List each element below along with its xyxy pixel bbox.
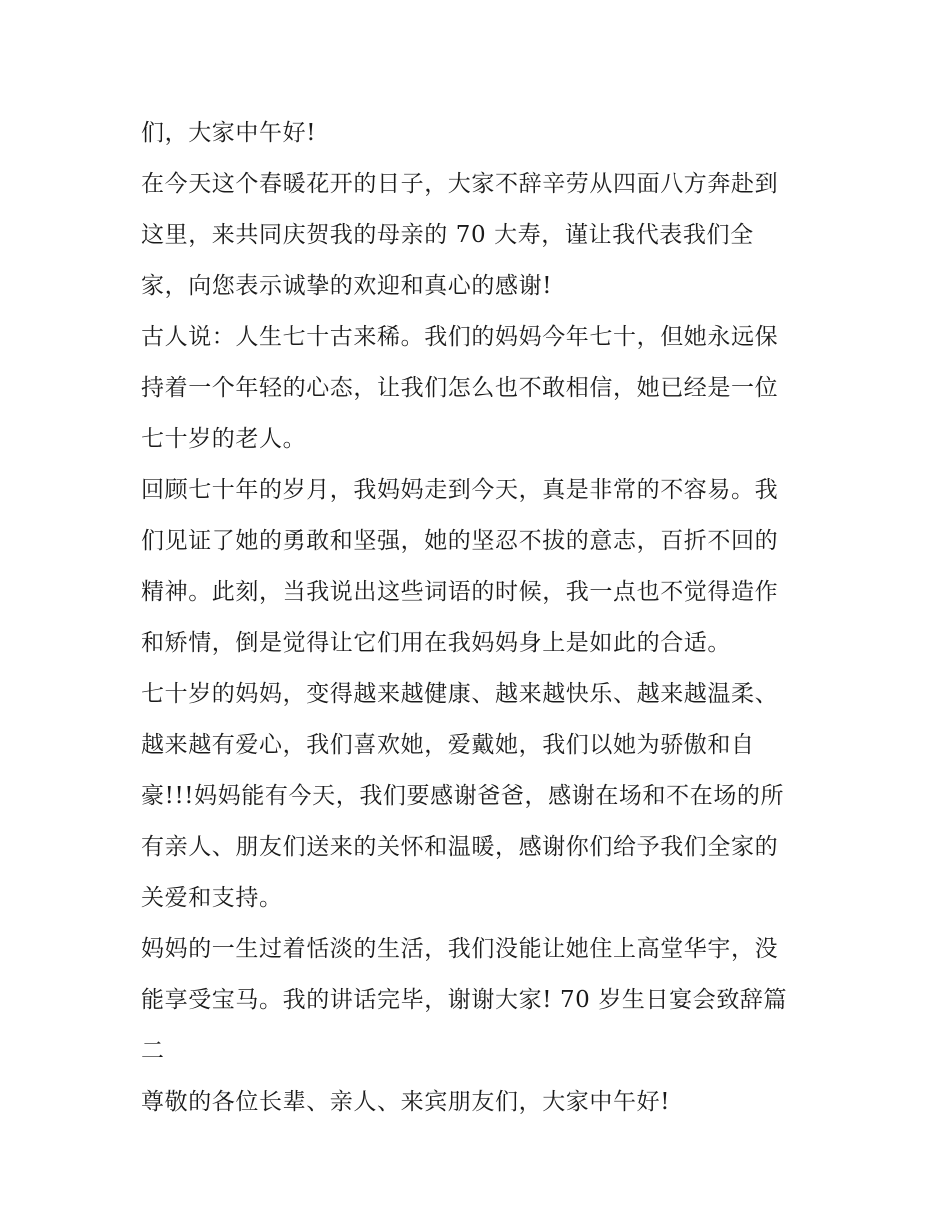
text-line: 能享受宝马。我的讲话完毕，谢谢大家! 70 岁生日宴会致辞篇 bbox=[141, 987, 788, 1013]
text-line: 古人说：人生七十古来稀。我们的妈妈今年七十，但她永远保 bbox=[141, 324, 779, 350]
text-line: 持着一个年轻的心态，让我们怎么也不敢相信，她已经是一位 bbox=[141, 375, 779, 401]
text-line: 回顾七十年的岁月，我妈妈走到今天，真是非常的不容易。我 bbox=[141, 477, 779, 503]
text-line: 有亲人、朋友们送来的关怀和温暖，感谢你们给予我们全家的 bbox=[141, 834, 779, 860]
text-line: 这里，来共同庆贺我的母亲的 70 大寿，谨让我代表我们全 bbox=[141, 222, 754, 248]
text-line: 七十岁的老人。 bbox=[141, 426, 307, 452]
text-line: 和矫情，倒是觉得让它们用在我妈妈身上是如此的合适。 bbox=[141, 630, 731, 656]
text-line: 关爱和支持。 bbox=[141, 885, 283, 911]
text-line: 七十岁的妈妈，变得越来越健康、越来越快乐、越来越温柔、 bbox=[141, 681, 779, 707]
document-body bbox=[141, 108, 821, 1128]
text-line: 尊敬的各位长辈、亲人、来宾朋友们，大家中午好! bbox=[141, 1089, 671, 1115]
text-line: 越来越有爱心，我们喜欢她，爱戴她，我们以她为骄傲和自 bbox=[141, 732, 755, 758]
text-line: 们见证了她的勇敢和坚强，她的坚忍不拔的意志，百折不回的 bbox=[141, 528, 779, 554]
text-line: 家，向您表示诚挚的欢迎和真心的感谢! bbox=[141, 273, 553, 299]
text-line: 妈妈的一生过着恬淡的生活，我们没能让她住上高堂华宇，没 bbox=[141, 936, 779, 962]
text-line: 们，大家中午好! bbox=[141, 120, 317, 146]
text-line: 精神。此刻，当我说出这些词语的时候，我一点也不觉得造作 bbox=[141, 579, 779, 605]
text-line: 豪!!!妈妈能有今天，我们要感谢爸爸，感谢在场和不在场的所 bbox=[141, 783, 785, 809]
text-line: 在今天这个春暖花开的日子，大家不辞辛劳从四面八方奔赴到 bbox=[141, 171, 779, 197]
text-line: 二 bbox=[141, 1038, 165, 1064]
